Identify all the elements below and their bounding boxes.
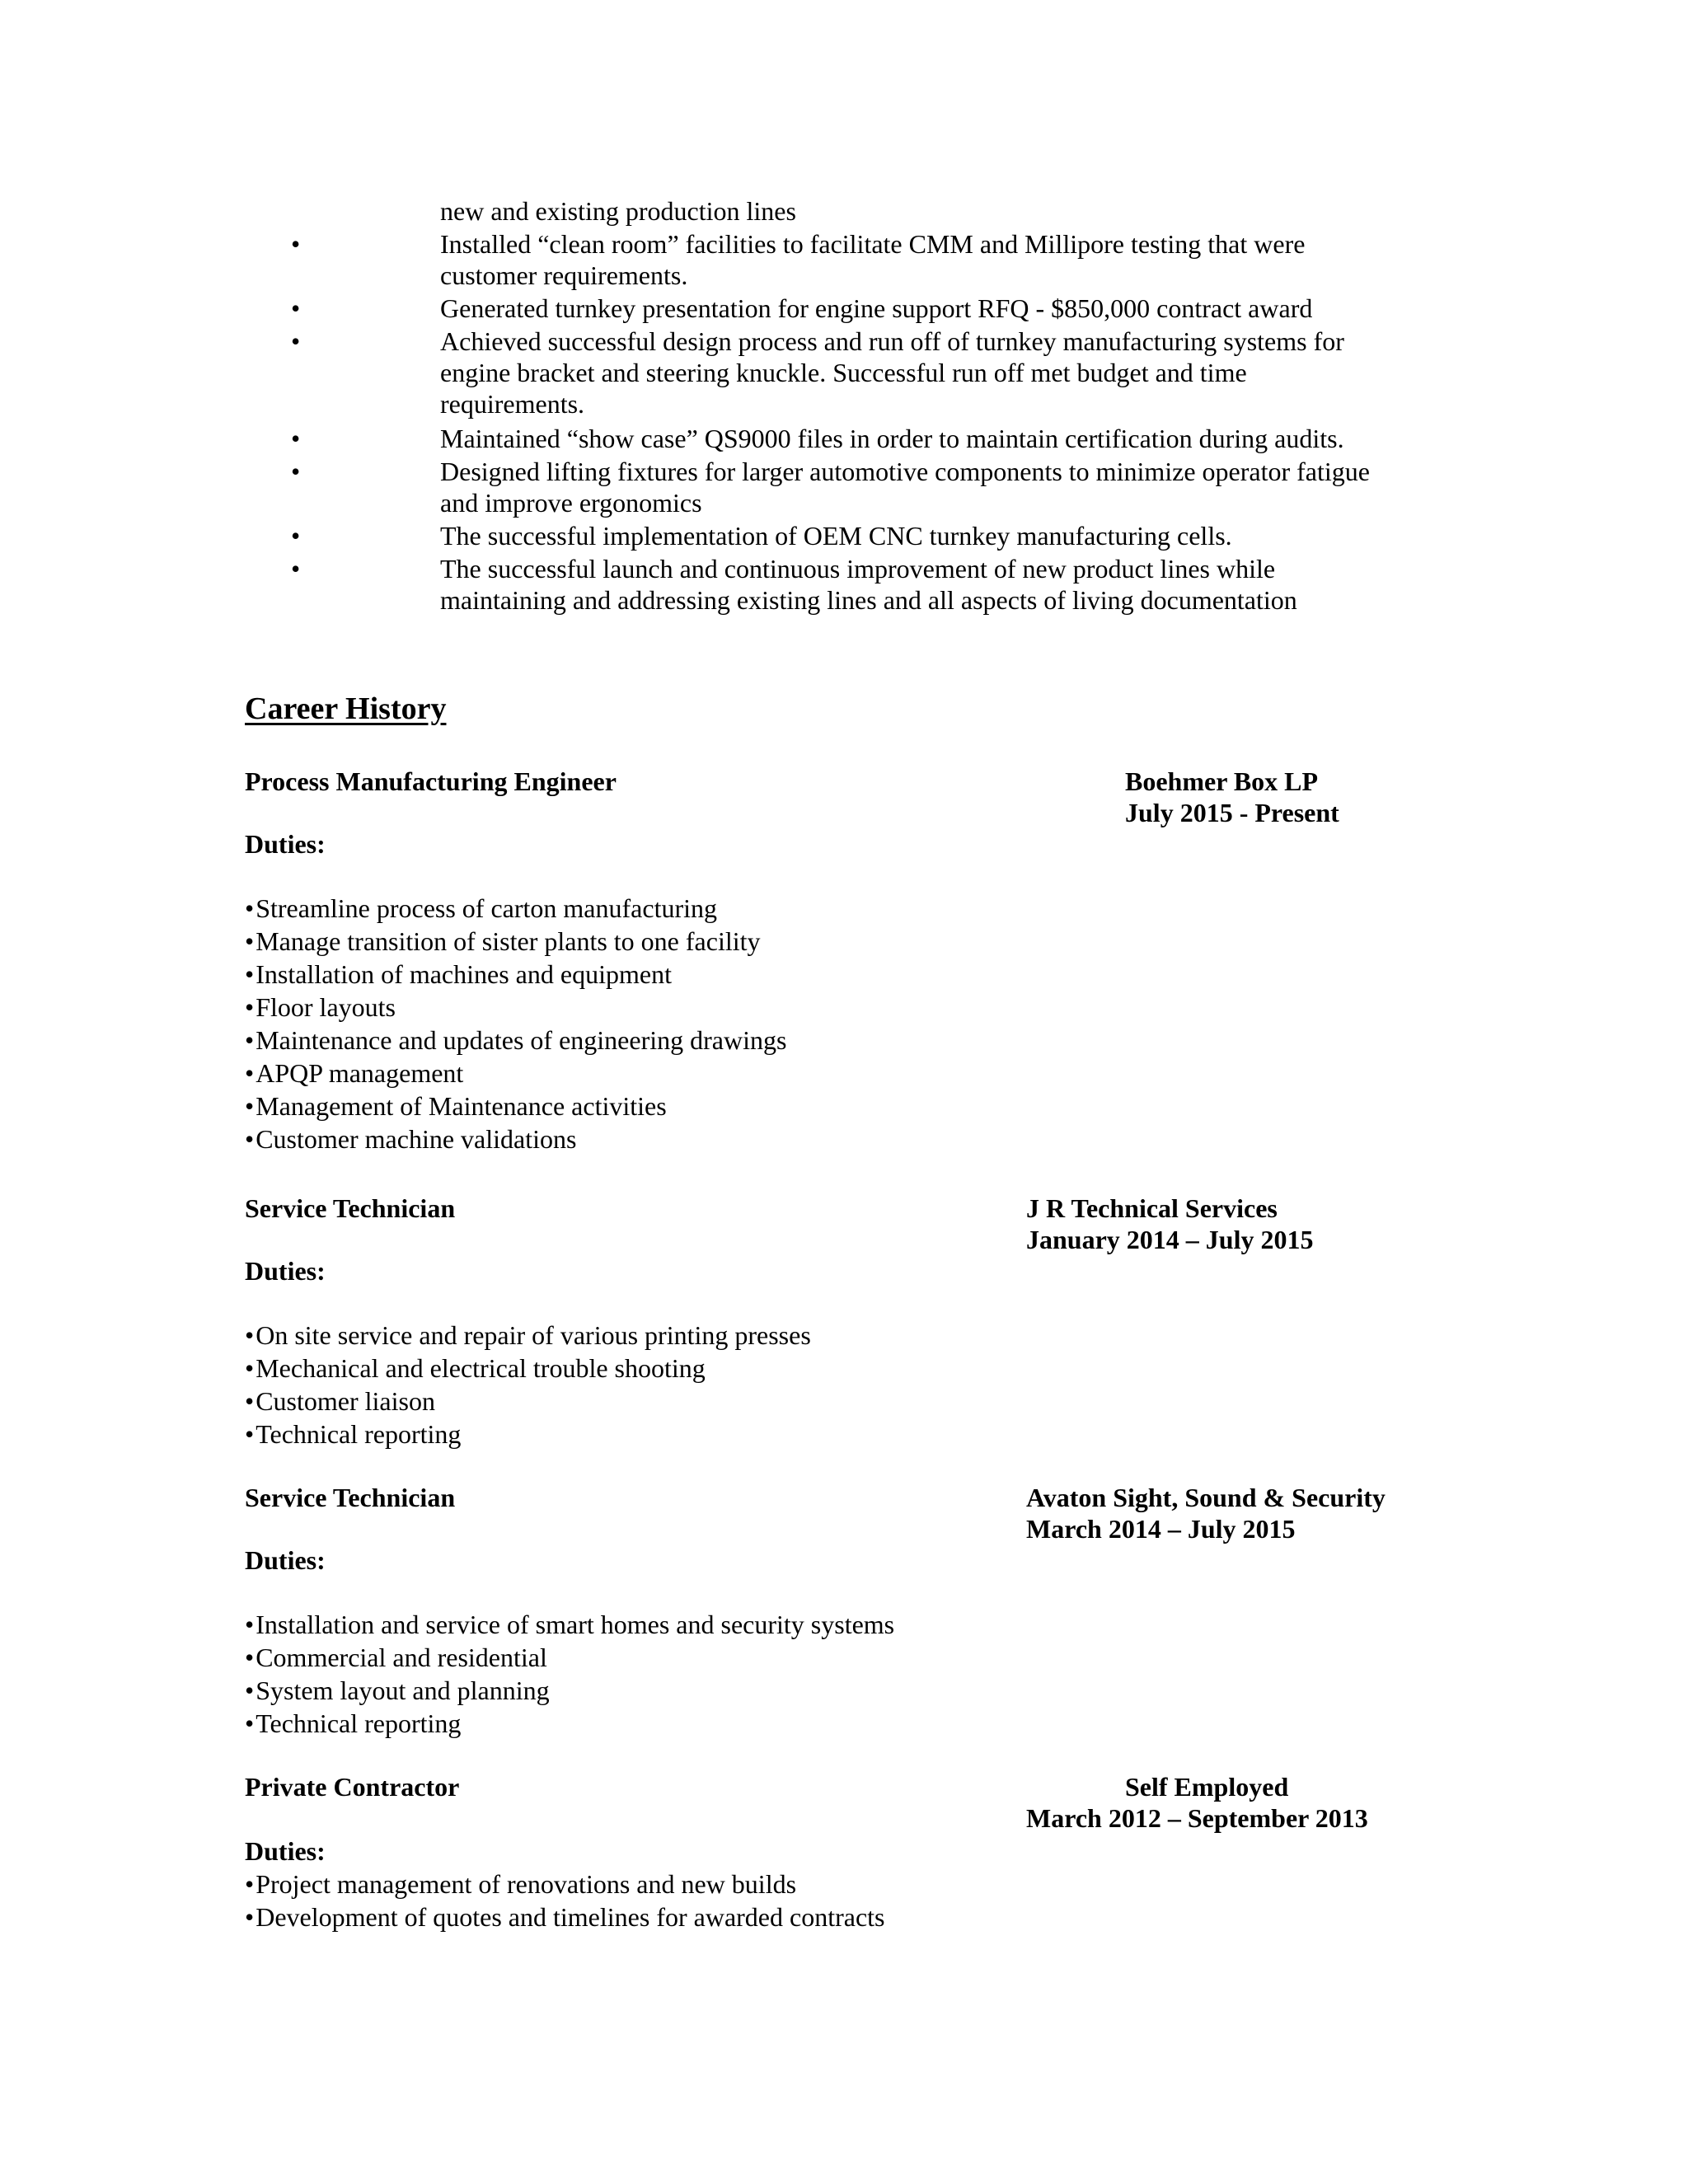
bullet-icon: • bbox=[245, 1091, 255, 1121]
bullet-icon: • bbox=[291, 229, 301, 259]
job-company: J R Technical Services bbox=[1026, 1193, 1278, 1223]
list-item-line: Achieved successful design process and run off of turnkey manufacturing systems for bbox=[440, 326, 1344, 356]
duties-label: Duties: bbox=[245, 1256, 326, 1286]
duty-item: •Customer liaison bbox=[245, 1386, 435, 1416]
duty-item: •Streamline process of carton manufacturing bbox=[245, 893, 717, 923]
bullet-icon: • bbox=[245, 992, 255, 1022]
duty-item: •Manage transition of sister plants to one facility bbox=[245, 926, 761, 956]
duty-item: •Commercial and residential bbox=[245, 1643, 547, 1672]
bullet-icon: • bbox=[245, 1675, 255, 1705]
list-item-line: Maintained “show case” QS9000 files in order to maintain certification during audits. bbox=[440, 424, 1344, 453]
list-item-line: Generated turnkey presentation for engine support RFQ - $850,000 contract award bbox=[440, 293, 1313, 323]
list-item-continuation: new and existing production lines bbox=[440, 196, 796, 226]
bullet-icon: • bbox=[245, 1902, 255, 1932]
job-title: Private Contractor bbox=[245, 1772, 460, 1802]
job-title: Service Technician bbox=[245, 1483, 456, 1512]
duties-label: Duties: bbox=[245, 1836, 326, 1866]
job-dates: July 2015 - Present bbox=[1125, 798, 1339, 827]
job-title: Process Manufacturing Engineer bbox=[245, 766, 617, 796]
duty-item: •Technical reporting bbox=[245, 1419, 462, 1449]
bullet-icon: • bbox=[245, 1419, 255, 1449]
bullet-icon: • bbox=[291, 293, 301, 323]
bullet-icon: • bbox=[245, 1869, 255, 1899]
bullet-icon: • bbox=[245, 1058, 255, 1088]
duty-item: •Customer machine validations bbox=[245, 1124, 577, 1154]
career-history-heading: Career History bbox=[245, 691, 447, 726]
list-item-line: customer requirements. bbox=[440, 260, 688, 290]
list-item-line: Installed “clean room” facilities to facilitate CMM and Millipore testing that were bbox=[440, 229, 1306, 259]
list-item-line: The successful launch and continuous improvement of new product lines while bbox=[440, 554, 1276, 583]
duty-item: •Maintenance and updates of engineering drawings bbox=[245, 1025, 787, 1055]
duty-item: •Project management of renovations and new builds bbox=[245, 1869, 797, 1899]
bullet-icon: • bbox=[245, 1353, 255, 1383]
bullet-icon: • bbox=[291, 554, 301, 583]
job-dates: March 2012 – September 2013 bbox=[1026, 1803, 1368, 1833]
bullet-icon: • bbox=[245, 1386, 255, 1416]
duty-item: •APQP management bbox=[245, 1058, 464, 1088]
duty-item: •Mechanical and electrical trouble shooting bbox=[245, 1353, 706, 1383]
bullet-icon: • bbox=[245, 1643, 255, 1672]
bullet-icon: • bbox=[245, 959, 255, 989]
list-item-line: Designed lifting fixtures for larger automotive components to minimize operator fatigue bbox=[440, 457, 1370, 486]
bullet-icon: • bbox=[245, 1124, 255, 1154]
bullet-icon: • bbox=[245, 1320, 255, 1350]
bullet-icon: • bbox=[245, 1610, 255, 1639]
duty-item: •Installation and service of smart homes and security systems bbox=[245, 1610, 895, 1639]
list-item-line: and improve ergonomics bbox=[440, 488, 702, 518]
list-item-line: engine bracket and steering knuckle. Successful run off met budget and time bbox=[440, 358, 1247, 387]
bullet-icon: • bbox=[291, 521, 301, 551]
job-dates: January 2014 – July 2015 bbox=[1026, 1225, 1314, 1254]
bullet-icon: • bbox=[245, 1708, 255, 1738]
bullet-icon: • bbox=[245, 893, 255, 923]
duty-item: •On site service and repair of various printing presses bbox=[245, 1320, 811, 1350]
list-item-line: maintaining and addressing existing lines and all aspects of living documentation bbox=[440, 585, 1297, 615]
duty-item: •Management of Maintenance activities bbox=[245, 1091, 667, 1121]
bullet-icon: • bbox=[291, 424, 301, 453]
job-title: Service Technician bbox=[245, 1193, 456, 1223]
list-item-line: requirements. bbox=[440, 389, 585, 419]
bullet-icon: • bbox=[245, 926, 255, 956]
job-company: Boehmer Box LP bbox=[1125, 766, 1319, 796]
duty-item: •Floor layouts bbox=[245, 992, 396, 1022]
bullet-icon: • bbox=[291, 326, 301, 356]
duty-item: •Technical reporting bbox=[245, 1708, 462, 1738]
duty-item: •Development of quotes and timelines for awarded contracts bbox=[245, 1902, 885, 1932]
bullet-icon: • bbox=[291, 457, 301, 486]
job-company: Avaton Sight, Sound & Security bbox=[1026, 1483, 1386, 1512]
duties-label: Duties: bbox=[245, 829, 326, 859]
job-dates: March 2014 – July 2015 bbox=[1026, 1514, 1296, 1544]
job-company: Self Employed bbox=[1125, 1772, 1289, 1802]
duties-label: Duties: bbox=[245, 1545, 326, 1575]
list-item-line: The successful implementation of OEM CNC turnkey manufacturing cells. bbox=[440, 521, 1232, 551]
duty-item: •System layout and planning bbox=[245, 1675, 550, 1705]
bullet-icon: • bbox=[245, 1025, 255, 1055]
duty-item: •Installation of machines and equipment bbox=[245, 959, 672, 989]
